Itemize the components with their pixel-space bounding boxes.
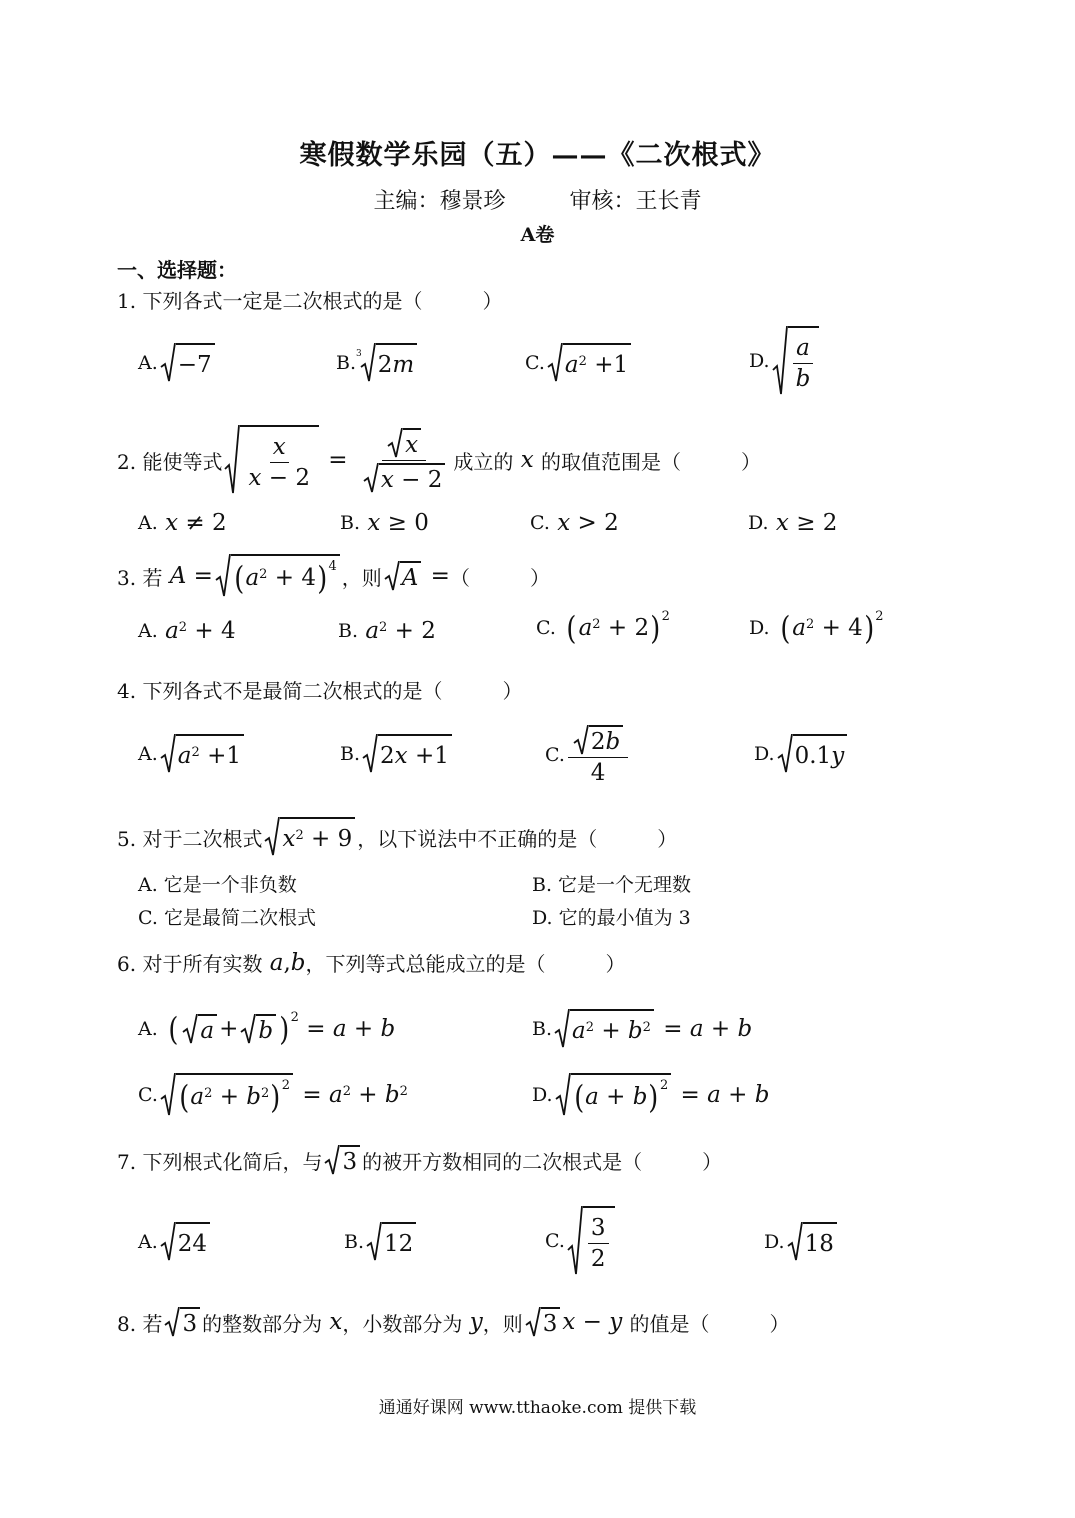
q7-option-a: A. 24	[138, 1220, 212, 1264]
q5-option-a: A. 它是一个非负数	[138, 874, 297, 896]
option-label: C.	[530, 512, 550, 534]
option-label: D.	[749, 617, 770, 639]
option-label: D.	[764, 1231, 785, 1253]
section-heading: 一、选择题：	[117, 258, 237, 282]
option-label: C.	[545, 1230, 565, 1252]
q4-option-a	[138, 732, 246, 776]
sqrt-expr: a $^2$ +1	[160, 734, 244, 774]
q3-option-a: A. a $^2$ + 4	[138, 618, 236, 644]
cube-root-expr: 2 m	[360, 343, 417, 383]
q7-text-end: 的被开方数相同的二次根式是（ ）	[362, 1149, 723, 1174]
q8-text-end: 的值是（ ）	[629, 1311, 790, 1336]
q6-text-end: ，下列等式总能成立的是（ ）	[305, 952, 626, 976]
q2-text-end: 的取值范围是（ ）	[540, 449, 761, 474]
page-title: 寒假数学乐园（五）——《二次根式》	[299, 140, 776, 171]
q6-option-d: D. ( a + b ) $^2$ = a + b	[532, 1068, 769, 1122]
question-8: 8. 若 3 的整数部分为 x ，小数部分为 y ，则 3 x − y 的值是（ ）	[117, 1309, 790, 1337]
option-label: A.	[138, 1018, 158, 1040]
q7-option-d: D. 18	[764, 1220, 839, 1264]
option-label: B.	[340, 512, 361, 534]
option-label: B.	[344, 1231, 365, 1253]
question-1: 1. 下列各式一定是二次根式的是（ ）	[117, 289, 503, 313]
q1-option-a	[138, 340, 217, 386]
question-4: 4. 下列各式不是最简二次根式的是（ ）	[117, 679, 523, 703]
sqrt-expr: a $^2$ +1	[547, 343, 631, 383]
q2-option-b: B. x ≥ 0	[340, 510, 429, 536]
editor-name: 主编：穆景珍	[373, 189, 506, 214]
q8-text-2: ，小数部分为	[342, 1311, 463, 1336]
q1-option-d	[749, 326, 821, 396]
q8-text-1: 的整数部分为	[202, 1311, 323, 1336]
option-label: C.	[138, 1084, 158, 1106]
q6-option-b: B. a $^2$ + b $^2$ = a + b	[532, 1005, 752, 1053]
fraction-expr: 2 b 4	[568, 725, 628, 786]
option-label: B.	[336, 352, 357, 374]
q3-text-mid: ，则	[341, 565, 382, 590]
option-label: D.	[748, 512, 769, 534]
option-label: A.	[138, 352, 158, 374]
q1-option-c	[525, 340, 633, 386]
q3-option-c: C. ( a $^2$ + 2 ) $^2$	[536, 608, 670, 647]
question-2: 2. 能使等式 x x − 2 = x x − 2 成立的 x 的取值范围是（ ）	[117, 424, 761, 496]
question-6: 6. 对于所有实数 a , b ，下列等式总能成立的是（ ）	[117, 949, 626, 976]
sqrt-expr: 2 x +1	[362, 734, 452, 774]
q4-option-b	[340, 732, 454, 776]
option-label: B.	[340, 743, 361, 765]
q6-text-start: 6. 对于所有实数	[117, 952, 263, 976]
q5-text-end: ，以下说法中不正确的是（ ）	[357, 826, 678, 851]
option-label: D.	[754, 743, 775, 765]
q4-option-d	[754, 732, 849, 776]
q8-text-3: ，则	[482, 1311, 523, 1336]
reviewer-name: 审核：王长青	[569, 189, 702, 214]
option-label: B.	[532, 1018, 553, 1040]
q7-option-b: B. 12	[344, 1220, 418, 1264]
q2-option-d: D. x ≥ 2	[748, 510, 838, 536]
option-label: D.	[532, 1084, 553, 1106]
q7-text-start: 7. 下列根式化简后，与	[117, 1149, 323, 1174]
q4-option-c	[545, 720, 631, 790]
footer-credit: 通通好课网 www.tthaoke.com 提供下载	[378, 1398, 697, 1418]
question-7: 7. 下列根式化简后，与 3 的被开方数相同的二次根式是（ ）	[117, 1140, 722, 1180]
q3-option-d: D. ( a $^2$ + 4 ) $^2$	[749, 608, 884, 647]
option-label: A.	[138, 743, 158, 765]
option-label: D.	[749, 350, 770, 372]
question-3: 3. 若 A = ( a $^2$ + 4 ) $^4$ ，则 A = （ ）	[117, 551, 550, 601]
q3-text-end: （ ）	[449, 565, 550, 590]
sqrt-fraction: x x − 2	[224, 425, 319, 495]
option-label: C.	[536, 617, 556, 639]
sqrt-expr: −7	[160, 343, 215, 383]
q6-option-c: C. ( a $^2$ + b $^2$ ) $^2$ = a $^2$ + b $^2$	[138, 1068, 408, 1122]
option-label: A.	[138, 1231, 158, 1253]
fraction-expr: x x − 2	[358, 428, 451, 493]
sqrt-expr: 0.1 y	[777, 734, 848, 774]
q3-option-b: B. a $^2$ + 2	[338, 618, 436, 644]
sqrt-expr: A	[384, 561, 422, 591]
q1-option-b: B. 3 2 m	[336, 340, 419, 386]
q2-option-a: A. x ≠ 2	[138, 510, 227, 536]
q5-option-d: D. 它的最小值为 3	[532, 907, 691, 929]
q2-text-mid: 成立的	[453, 449, 514, 474]
option-label: A.	[138, 620, 158, 642]
option-label: C.	[525, 352, 545, 374]
q5-option-b: B. 它是一个无理数	[532, 874, 692, 896]
sqrt-fraction: $\frac{a}{b}$	[772, 326, 820, 396]
sqrt-expr: ( a $^2$ + 4 ) $^4$	[215, 554, 340, 598]
q3-text-start: 3. 若	[117, 565, 163, 590]
option-label: A.	[138, 512, 158, 534]
q2-option-c: C. x > 2	[530, 510, 619, 536]
q6-option-a: A. ( a + b ) $^2$ = a + b	[138, 1009, 396, 1048]
q7-option-c: C. $\frac{3}{2}$	[545, 1206, 617, 1276]
paper-label: A卷	[520, 224, 555, 246]
q2-text-start: 2. 能使等式	[117, 449, 223, 474]
q5-option-c: C. 它是最简二次根式	[138, 907, 316, 929]
sqrt-expr: x $^2$ + 9	[264, 817, 355, 857]
option-label: C.	[545, 744, 565, 766]
q5-text-start: 5. 对于二次根式	[117, 826, 263, 851]
option-label: B.	[338, 620, 359, 642]
editor-line	[0, 184, 1075, 215]
question-5	[117, 815, 677, 859]
q8-text-start: 8. 若	[117, 1311, 163, 1336]
